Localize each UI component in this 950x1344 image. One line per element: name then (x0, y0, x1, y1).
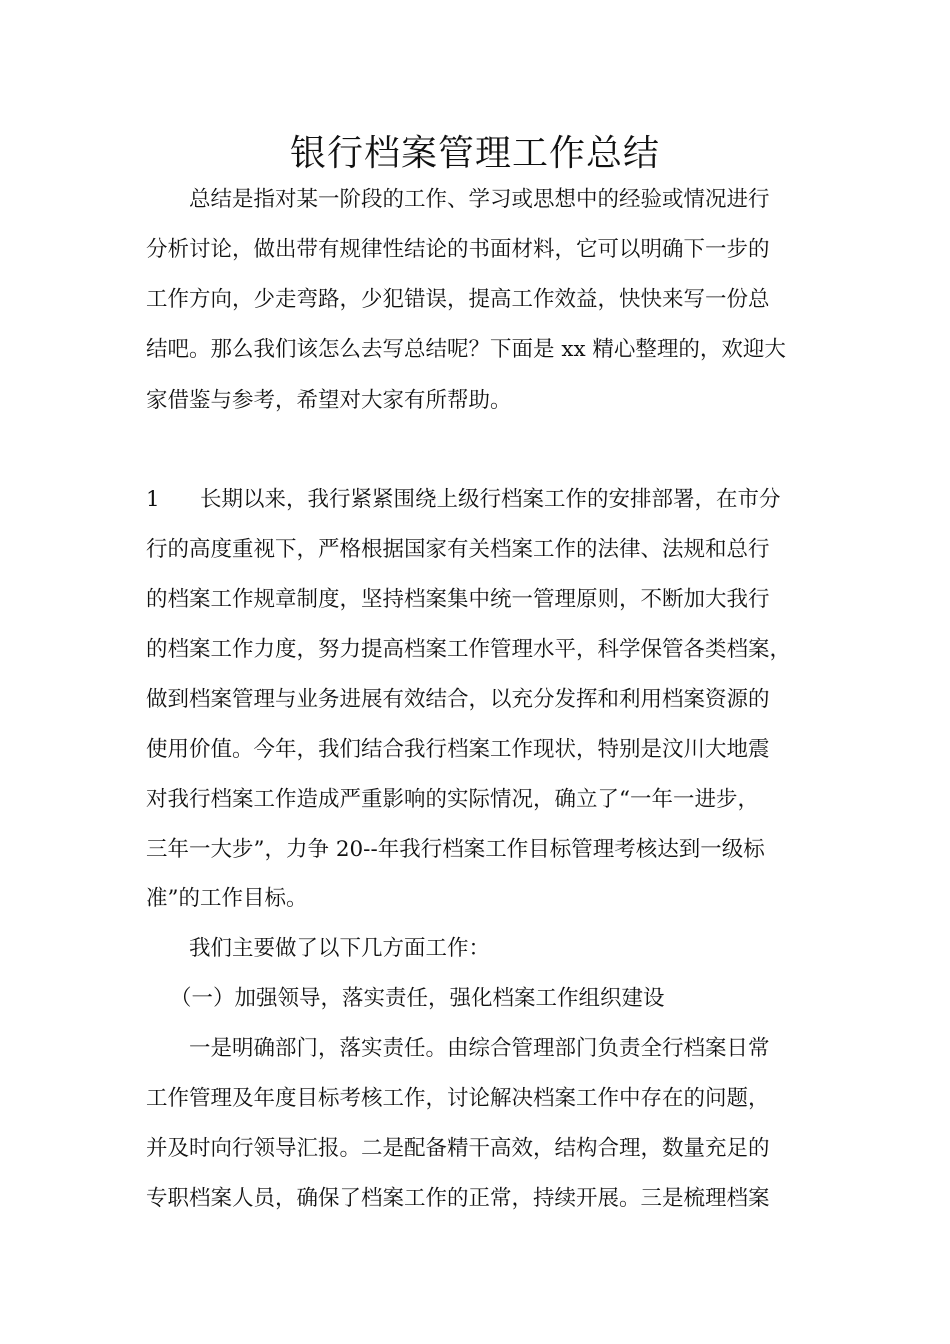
body-line-3: 的档案工作规章制度，坚持档案集中统一管理原则，不断加大我行 (146, 587, 770, 612)
body-line-6: 使用价值。今年，我们结合我行档案工作现状，特别是汶川大地震 (146, 737, 770, 762)
body-line-7: 对我行档案工作造成严重影响的实际情况，确立了“一年一进步， (146, 787, 759, 812)
intro-line-2: 分析讨论，做出带有规律性结论的书面材料，它可以明确下一步的 (146, 237, 770, 262)
tail-line-1: 一是明确部门，落实责任。由综合管理部门负责全行档案日常 (189, 1036, 770, 1061)
body-line-4: 的档案工作力度，努力提高档案工作管理水平，科学保管各类档案， (146, 637, 792, 662)
tail-line-2: 工作管理及年度目标考核工作，讨论解决档案工作中存在的问题， (146, 1086, 770, 1111)
intro-line-3: 工作方向，少走弯路，少犯错误，提高工作效益，快快来写一份总 (146, 287, 770, 312)
body-line-9: 准”的工作目标。 (146, 886, 308, 911)
intro-line-1: 总结是指对某一阶段的工作、学习或思想中的经验或情况进行 (189, 187, 770, 212)
document-title: 银行档案管理工作总结 (289, 133, 660, 174)
body-line-8: 三年一大步”，力争 20--年我行档案工作目标管理考核达到一级标 (146, 837, 765, 862)
section-number: 1 (146, 487, 160, 512)
tail-line-4: 专职档案人员，确保了档案工作的正常，持续开展。三是梳理档案 (146, 1186, 770, 1211)
body-line-5: 做到档案管理与业务进展有效结合，以充分发挥和利用档案资源的 (146, 687, 770, 712)
intro-line-4: 结吧。那么我们该怎么去写总结呢？下面是 xx 精心整理的，欢迎大 (146, 337, 786, 362)
paragraph-intro: 我们主要做了以下几方面工作： (189, 936, 491, 961)
subheading: （一）加强领导，落实责任，强化档案工作组织建设 (170, 986, 665, 1011)
tail-line-3: 并及时向行领导汇报。二是配备精干高效，结构合理，数量充足的 (146, 1136, 770, 1161)
intro-line-5: 家借鉴与参考，希望对大家有所帮助。 (146, 388, 512, 413)
body-line-1: 长期以来，我行紧紧围绕上级行档案工作的安排部署，在市分 (200, 487, 781, 512)
body-line-2: 行的高度重视下，严格根据国家有关档案工作的法律、法规和总行 (146, 537, 770, 562)
